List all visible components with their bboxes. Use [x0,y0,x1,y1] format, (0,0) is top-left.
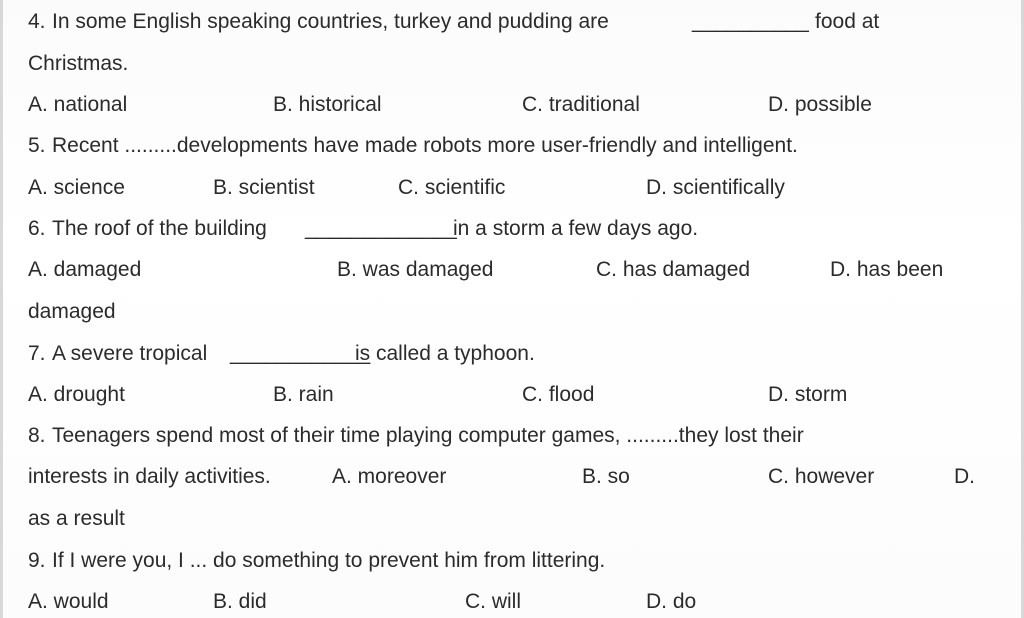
answer-blank: ____________ [230,342,371,365]
question-4-stem [0,7,1024,37]
question-4-stem-continued [0,49,1024,79]
option-d: D. [954,465,975,488]
question-8-options-continued [0,504,1024,534]
option-a: A. drought [28,383,125,406]
question-text: Christmas. [28,52,129,75]
option-b: B. so [582,465,630,488]
question-6-options-continued [0,297,1024,327]
question-8-stem-continued [0,462,1024,492]
question-text: in a storm a few days ago. [453,217,699,240]
answer-blank: _____________ [305,217,457,240]
question-5-options [0,173,1024,203]
option-c: C. has damaged [596,258,751,281]
question-5-stem [0,131,1024,161]
question-9-stem [0,546,1024,576]
question-6-stem [0,214,1024,244]
question-text: interests in daily activities. [28,465,271,488]
question-text: Teenagers spend most of their time playing computer games, .........they lost their [52,424,804,447]
option-c: C. flood [522,383,595,406]
option-b: B. scientist [213,176,315,199]
question-text: A severe tropical [52,342,208,365]
option-a: A. national [28,93,128,116]
option-a: A. damaged [28,258,142,281]
option-b: B. was damaged [337,258,494,281]
answer-blank: __________ [692,10,809,33]
option-c: C. traditional [522,93,640,116]
question-text: The roof of the building [52,217,267,240]
question-text: If I were you, I ... do something to prevent him from littering. [52,549,606,572]
option-d-continued: as a result [28,507,125,530]
question-number: 5. [28,134,46,157]
question-text: Recent .........developments have made robots more user-friendly and intelligent. [52,134,798,157]
option-c: C. scientific [398,176,506,199]
question-text: is called a typhoon. [355,342,535,365]
option-d: D. do [646,590,697,613]
option-a: A. would [28,590,109,613]
option-b: B. did [213,590,267,613]
option-a: A. moreover [332,465,447,488]
question-number: 6. [28,217,46,240]
question-6-options [0,255,1024,285]
question-8-stem [0,421,1024,451]
question-text: food at [815,10,880,33]
option-d-continued: damaged [28,300,116,323]
option-d: D. storm [768,383,848,406]
option-d: D. scientifically [646,176,785,199]
option-d: D. possible [768,93,872,116]
question-number: 7. [28,342,46,365]
option-d: D. has been [830,258,944,281]
option-a: A. science [28,176,125,199]
question-9-options [0,587,1024,617]
option-b: B. rain [273,383,334,406]
option-b: B. historical [273,93,382,116]
question-7-stem [0,339,1024,369]
question-number: 8. [28,424,46,447]
question-4-options [0,90,1024,120]
question-7-options [0,380,1024,410]
option-c: C. however [768,465,875,488]
question-text: In some English speaking countries, turkey and pudding are [52,10,609,33]
option-c: C. will [465,590,521,613]
question-number: 9. [28,549,46,572]
question-number: 4. [28,10,46,33]
